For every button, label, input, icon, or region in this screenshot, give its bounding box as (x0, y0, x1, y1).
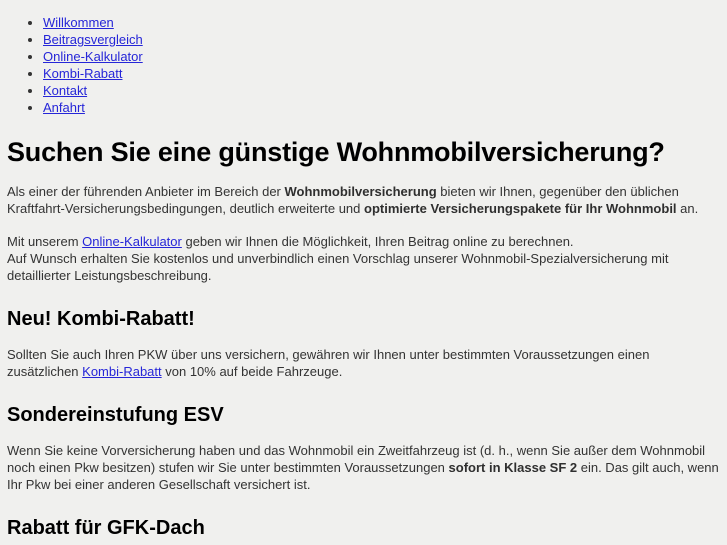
text-segment: Auf Wunsch erhalten Sie kostenlos und unverbindlich einen Vorschlag unserer Wohnmobil-Spezialversicherung mit detaillierter Leistungsbeschreibung. (7, 251, 669, 283)
nav-link-beitragsvergleich[interactable]: Beitragsvergleich (43, 32, 143, 47)
text-segment: Sollten Sie auch Ihren PKW über uns versichern, gewähren wir Ihnen unter bestimmten Voraussetzungen einen zusätzlichen (7, 347, 650, 379)
nav-link-kombi-rabatt[interactable]: Kombi-Rabatt (43, 66, 123, 81)
nav-item (43, 14, 719, 31)
sondereinstufung-paragraph (7, 442, 719, 493)
text-segment: von 10% auf beide Fahrzeuge. (161, 364, 343, 379)
section-heading-gfk-dach: Rabatt für GFK-Dach (7, 517, 205, 539)
kalkulator-paragraph (7, 233, 719, 284)
kombi-rabatt-paragraph (7, 346, 719, 380)
text-segment: Mit unserem (7, 234, 83, 249)
intro-paragraph (7, 183, 719, 217)
page-title: Suchen Sie eine günstige Wohnmobilversicherung? (7, 137, 665, 167)
nav-list (7, 14, 719, 116)
nav-link-kontakt[interactable]: Kontakt (43, 83, 88, 98)
nav-link-willkommen[interactable]: Willkommen (43, 15, 114, 30)
text-segment: Als einer der führenden Anbieter im Bereich der (7, 184, 285, 199)
nav-link-anfahrt[interactable]: Anfahrt (43, 100, 85, 115)
bold-text-sf2: sofort in Klasse SF 2 (448, 460, 578, 475)
section-heading-sondereinstufung: Sondereinstufung ESV (7, 404, 224, 426)
bold-text-versicherungspakete: optimierte Versicherungspakete für Ihr Wohnmobil (364, 201, 677, 216)
nav-link-online-kalkulator[interactable]: Online-Kalkulator (43, 49, 143, 64)
text-segment: ein. Das gilt auch, wenn Ihr Pkw bei einer anderen Gesellschaft versichert ist. (7, 460, 719, 492)
text-segment: Wenn Sie keine Vorversicherung haben und das Wohnmobil ein Zweitfahrzeug ist (d. h., wenn Sie außer dem Wohnmobil noch einen Pkw besitzen) stufen wir Sie unter bestimmten Voraussetzungen (7, 443, 706, 475)
inline-link-online-kalkulator[interactable]: Online-Kalkulator (82, 234, 182, 249)
nav-item (43, 82, 719, 99)
inline-link-kombi-rabatt[interactable]: Kombi-Rabatt (82, 364, 162, 379)
section-heading-kombi-rabatt: Neu! Kombi-Rabatt! (7, 308, 195, 330)
nav-item (43, 31, 719, 48)
nav-item (43, 65, 719, 82)
bold-text-wohnmobilversicherung: Wohnmobilversicherung (284, 184, 437, 199)
text-segment: geben wir Ihnen die Möglichkeit, Ihren Beitrag online zu berechnen. (181, 234, 574, 249)
text-segment: bieten wir Ihnen, gegenüber den üblichen Kraftfahrt-Versicherungsbedingungen, deutlich erweiterte und (7, 184, 679, 216)
nav-item (43, 99, 719, 116)
nav-item (43, 48, 719, 65)
text-segment: an. (676, 201, 699, 216)
